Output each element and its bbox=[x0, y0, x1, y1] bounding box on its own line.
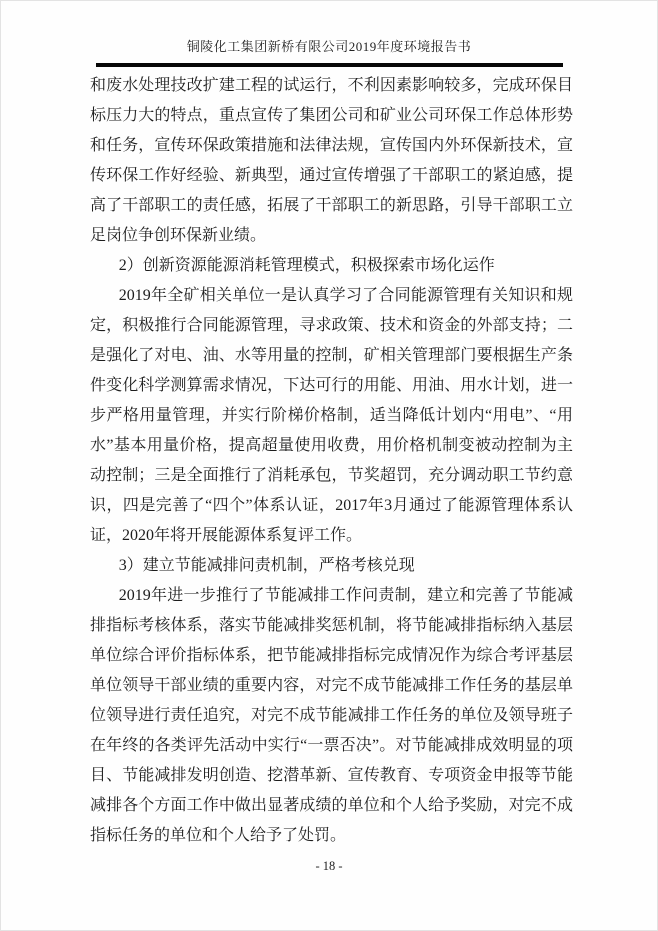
paragraph-energy-management: 2019年全矿相关单位一是认真学习了合同能源管理有关知识和规定，积极推行合同能源管理，寻求政策、技术和资金的外部支持；二是强化了对电、油、水等用量的控制，矿相关管理部门要根据生产条件变化科学测算需求情况，下达可行的用能、用油、用水计划，进一步严格用量管理，并实行阶梯价格制，适当降低计划内“用电”、“用水”基本用量价格，提高超量使用收费，用价格机制变被动控制为主动控制；三是全面推行了消耗承包，节奖超罚，充分调动职工节约意识，四是完善了“四个”体系认证，2017年3月通过了能源管理体系认证，2020年将开展能源体系复评工作。 bbox=[90, 286, 573, 544]
section-heading-2: 2）创新资源能源消耗管理模式，积极探索市场化运作 bbox=[118, 256, 495, 274]
header-rule bbox=[96, 63, 563, 67]
page-header bbox=[1, 38, 657, 67]
paragraph-continuation: 和废水处理技改扩建工程的试运行，不利因素影响较多，完成环保目标压力大的特点，重点宣传了集团公司和矿业公司环保工作总体形势和任务，宣传环保政策措施和法律法规，宣传国内外环保新技术，宣传环保工作好经验、新典型，通过宣传增强了干部职工的紧迫感，提高了干部职工的责任感，拓展了干部职工的新思路，引导干部职工立足岗位争创环保新业绩。 bbox=[90, 76, 573, 244]
section-heading-3: 3）建立节能减排问责机制，严格考核兑现 bbox=[118, 556, 415, 574]
report-header-title: 铜陵化工集团新桥有限公司2019年度环境报告书 bbox=[186, 39, 472, 54]
page-number: - 18 - bbox=[315, 858, 343, 873]
document-body bbox=[90, 71, 573, 851]
page-footer bbox=[1, 851, 657, 881]
paragraph-accountability: 2019年进一步推行了节能减排工作问责制，建立和完善了节能减排指标考核体系，落实节能减排奖惩机制，将节能减排指标纳入基层单位综合评价指标体系，把节能减排指标完成情况作为综合考评基层单位领导干部业绩的重要内容，对完不成节能减排工作任务的基层单位领导进行责任追究，对完不成节能减排工作任务的单位及领导班子在年终的各类评先活动中实行“一票否决”。对节能减排成效明显的项目、节能减排发明创造、挖潜革新、宣传教育、专项资金申报等节能减排各个方面工作中做出显著成绩的单位和个人给予奖励，对完不成指标任务的单位和个人给予了处罚。 bbox=[90, 586, 573, 844]
